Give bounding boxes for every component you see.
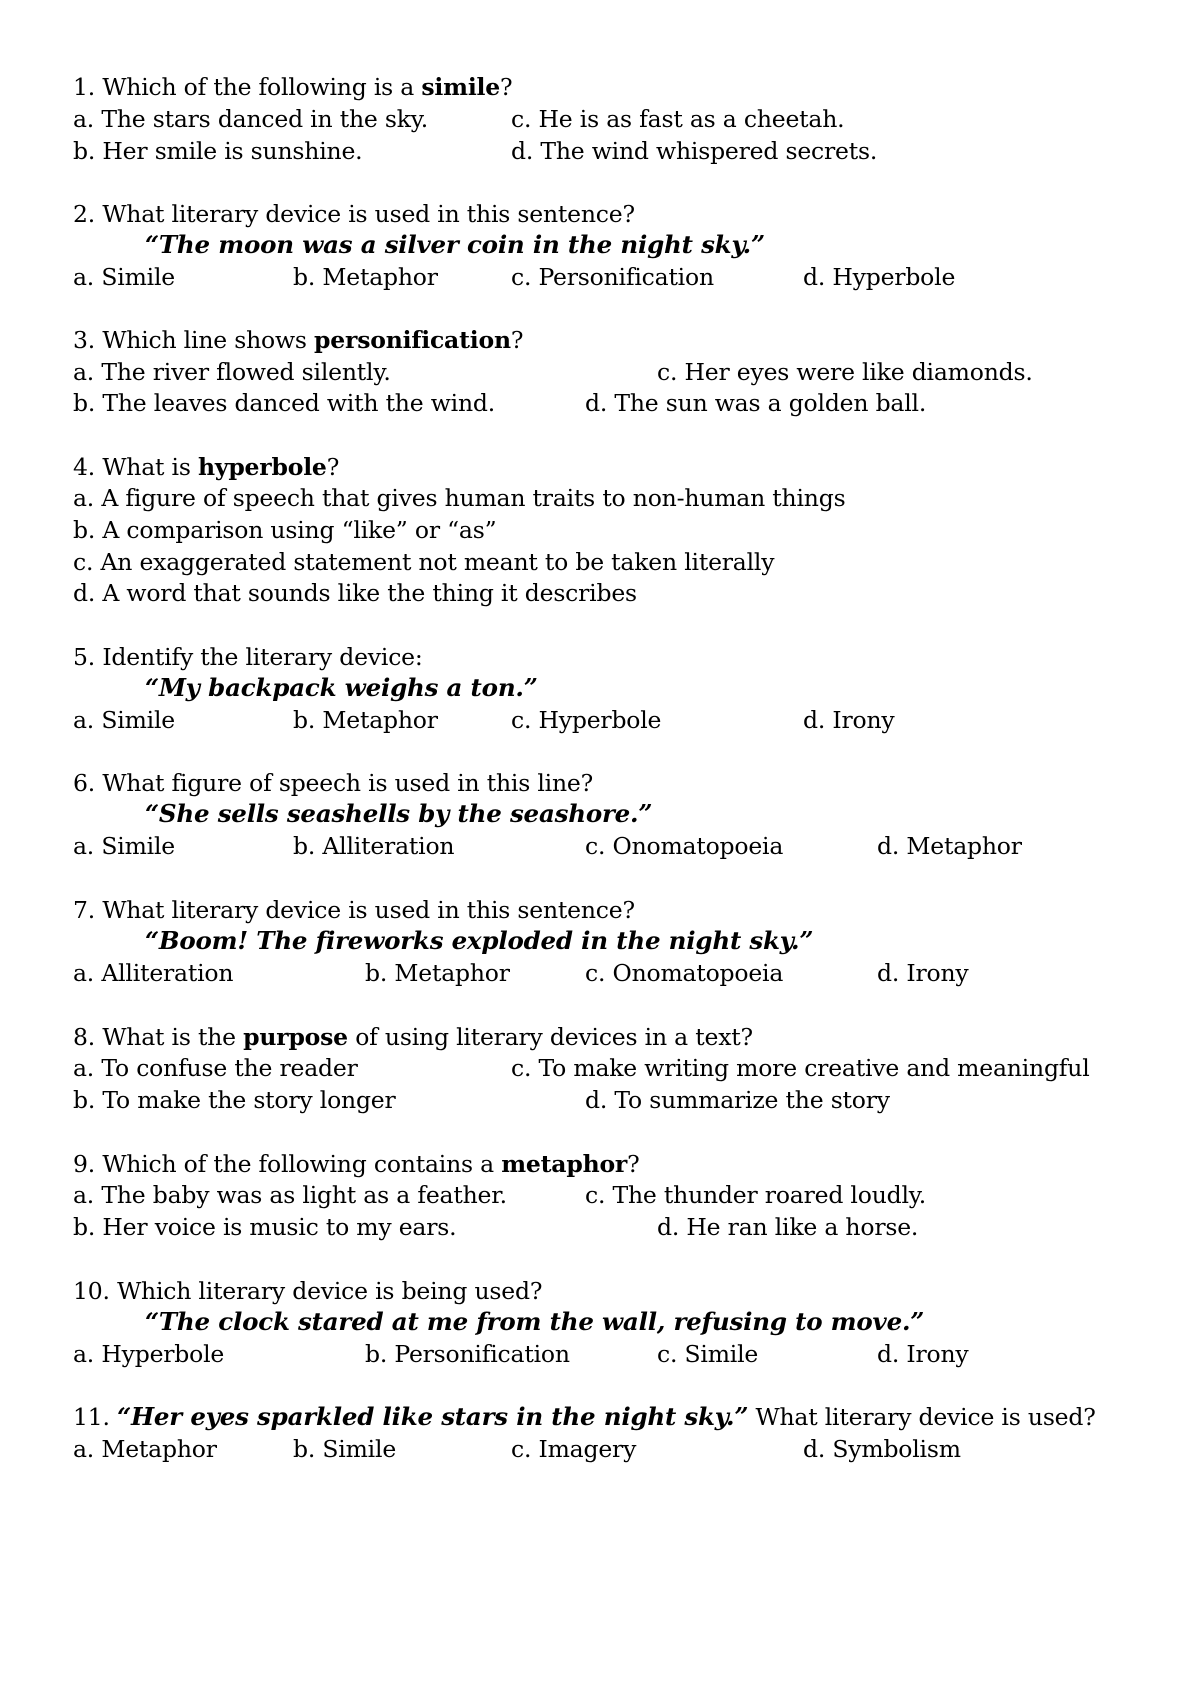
option-d: d. Irony xyxy=(803,706,895,734)
question-quote: “Her eyes sparkled like stars in the night sky.” xyxy=(117,1402,749,1431)
option-b: b. The leaves danced with the wind. xyxy=(73,389,496,417)
option-c: c. Her eyes were like diamonds. xyxy=(657,358,1033,386)
option-a: a. A figure of speech that gives human traits to non-human things xyxy=(73,484,846,512)
option-a: a. The baby was as light as a feather. xyxy=(73,1181,507,1209)
option-b: b. Metaphor xyxy=(293,706,438,734)
option-c: c. Onomatopoeia xyxy=(585,959,784,987)
option-a: a. The river flowed silently. xyxy=(73,358,391,386)
option-a: a. Simile xyxy=(73,832,175,860)
question-quote: “The moon was a silver coin in the night sky.” xyxy=(145,230,765,259)
option-c: c. Personification xyxy=(511,263,714,291)
question-stem: 1. Which of the following is a simile? xyxy=(73,73,513,101)
option-b: b. Personification xyxy=(365,1340,570,1368)
option-c: c. Onomatopoeia xyxy=(585,832,784,860)
option-c: c. The thunder roared loudly. xyxy=(585,1181,927,1209)
option-c: c. He is as fast as a cheetah. xyxy=(511,105,845,133)
option-b: b. To make the story longer xyxy=(73,1086,396,1114)
question-quote: “The clock stared at me from the wall, refusing to move.” xyxy=(145,1307,925,1336)
question-stem: 10. Which literary device is being used? xyxy=(73,1277,543,1305)
option-c: c. To make writing more creative and meaningful xyxy=(511,1054,1090,1082)
option-d: d. Hyperbole xyxy=(803,263,956,291)
option-c: c. Hyperbole xyxy=(511,706,662,734)
option-d: d. Irony xyxy=(877,1340,969,1368)
option-d: d. He ran like a horse. xyxy=(657,1213,919,1241)
question-quote: “My backpack weighs a ton.” xyxy=(145,673,538,702)
option-a: a. Simile xyxy=(73,263,175,291)
question-stem: 7. What literary device is used in this sentence? xyxy=(73,896,635,924)
option-b: b. Alliteration xyxy=(293,832,455,860)
option-d: d. A word that sounds like the thing it describes xyxy=(73,579,637,607)
option-d: d. The wind whispered secrets. xyxy=(511,137,878,165)
question-stem: 2. What literary device is used in this sentence? xyxy=(73,200,635,228)
option-b: b. Her voice is music to my ears. xyxy=(73,1213,457,1241)
option-a: a. Metaphor xyxy=(73,1435,217,1463)
option-a: a. To confuse the reader xyxy=(73,1054,358,1082)
option-c: c. Simile xyxy=(657,1340,759,1368)
option-c: c. An exaggerated statement not meant to be taken literally xyxy=(73,548,775,576)
option-d: d. Metaphor xyxy=(877,832,1022,860)
question-quote: “Boom! The fireworks exploded in the night sky.” xyxy=(145,926,814,955)
option-d: d. Irony xyxy=(877,959,969,987)
option-d: d. To summarize the story xyxy=(585,1086,890,1114)
option-a: a. The stars danced in the sky. xyxy=(73,105,428,133)
question-stem: 8. What is the purpose of using literary devices in a text? xyxy=(73,1023,753,1051)
question-stem: 6. What figure of speech is used in this line? xyxy=(73,769,594,797)
option-b: b. Metaphor xyxy=(365,959,510,987)
question-stem: 5. Identify the literary device: xyxy=(73,643,423,671)
option-d: d. Symbolism xyxy=(803,1435,961,1463)
question-stem: 11. “Her eyes sparkled like stars in the night sky.” What literary device is used? xyxy=(73,1402,1096,1431)
option-a: a. Hyperbole xyxy=(73,1340,225,1368)
question-stem: 9. Which of the following contains a metaphor? xyxy=(73,1150,640,1178)
question-quote: “She sells seashells by the seashore.” xyxy=(145,799,653,828)
option-a: a. Alliteration xyxy=(73,959,234,987)
question-stem: 3. Which line shows personification? xyxy=(73,326,524,354)
option-b: b. Her smile is sunshine. xyxy=(73,137,363,165)
option-d: d. The sun was a golden ball. xyxy=(585,389,927,417)
option-b: b. Simile xyxy=(293,1435,397,1463)
option-b: b. Metaphor xyxy=(293,263,438,291)
option-a: a. Simile xyxy=(73,706,175,734)
option-b: b. A comparison using “like” or “as” xyxy=(73,516,497,544)
question-stem: 4. What is hyperbole? xyxy=(73,453,340,481)
option-c: c. Imagery xyxy=(511,1435,637,1463)
